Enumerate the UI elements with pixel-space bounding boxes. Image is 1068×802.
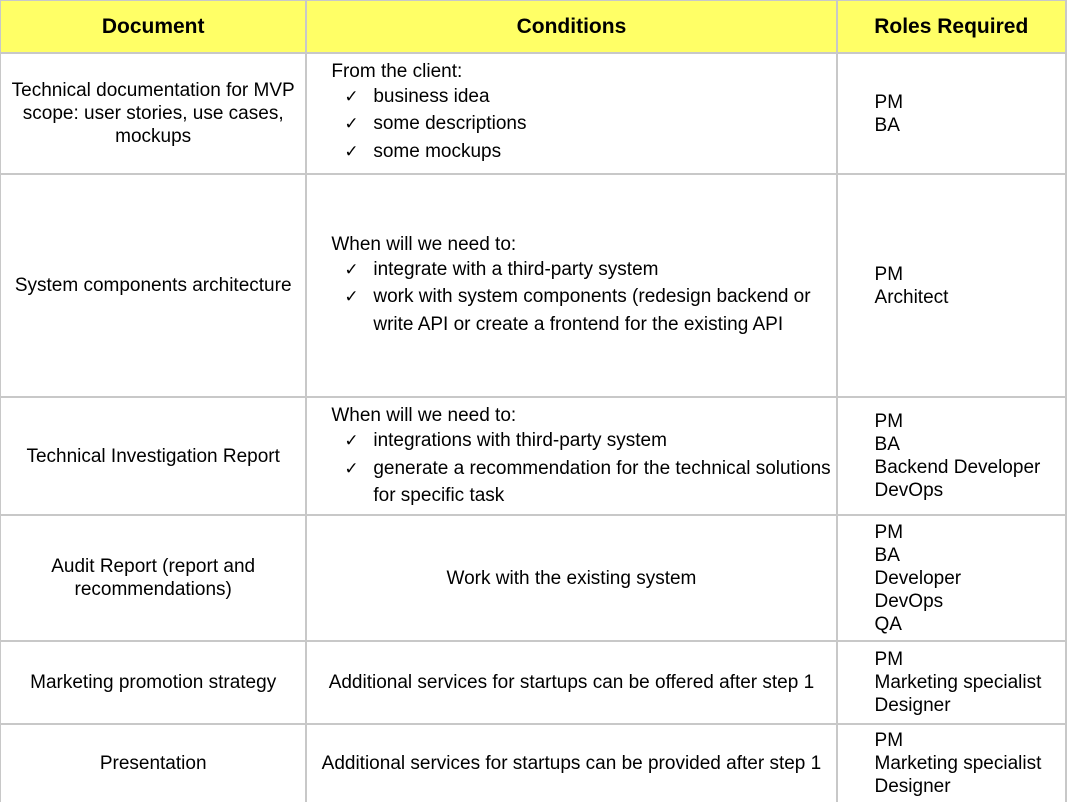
- table-row: [0, 174, 1066, 397]
- check-icon: ✓: [344, 114, 359, 134]
- document-cell: [0, 174, 306, 397]
- document-title: Marketing promotion strategy: [30, 672, 277, 693]
- role: QA: [874, 613, 902, 635]
- header-document: Document: [0, 0, 306, 53]
- role: PM: [874, 730, 904, 751]
- role: PM: [874, 91, 904, 113]
- role: Architect: [874, 286, 949, 308]
- role: PM: [874, 521, 904, 543]
- list-item: ✓ some mockups: [331, 138, 835, 166]
- header-conditions: Conditions: [306, 0, 836, 53]
- role: Backend Developer: [874, 457, 1041, 478]
- check-icon: ✓: [344, 458, 359, 478]
- conditions-intro: From the client:: [331, 60, 463, 82]
- document-cell: [0, 53, 306, 174]
- roles-cell: [837, 53, 1066, 174]
- document-title: Technical documentation for MVP scope: user stories, use cases, mockups: [11, 80, 295, 147]
- document-cell: [0, 515, 306, 641]
- list-item: ✓ some descriptions: [331, 110, 835, 138]
- role: Marketing specialist: [874, 672, 1042, 693]
- role: BA: [874, 114, 900, 136]
- list-item: ✓ generate a recommendation for the technical solutions for specific task: [331, 455, 835, 510]
- header-roles: Roles Required: [837, 0, 1066, 53]
- list-item: ✓ work with system components (redesign backend or write API or create a frontend for the existing API: [331, 283, 835, 338]
- role: PM: [874, 649, 904, 670]
- table-row: [0, 53, 1066, 174]
- conditions-intro: When will we need to:: [331, 233, 517, 255]
- role: DevOps: [874, 590, 944, 612]
- conditions-list: [331, 256, 835, 339]
- conditions-list: [331, 427, 835, 510]
- table-row: [0, 641, 1066, 724]
- role: Marketing specialist: [874, 753, 1042, 774]
- document-title: System components architecture: [14, 275, 292, 296]
- document-title: Presentation: [99, 753, 207, 774]
- table-row: [0, 397, 1066, 515]
- document-cell: [0, 641, 306, 724]
- role: Developer: [874, 567, 962, 589]
- role: Designer: [874, 776, 951, 797]
- check-icon: ✓: [344, 287, 359, 307]
- conditions-cell: [306, 515, 836, 641]
- conditions-cell: [306, 53, 836, 174]
- check-icon: ✓: [344, 86, 359, 106]
- conditions-list: [331, 83, 835, 166]
- list-item: ✓ integrations with third-party system: [331, 427, 835, 455]
- conditions-cell: [306, 397, 836, 515]
- role: DevOps: [874, 480, 944, 501]
- check-icon: ✓: [344, 259, 359, 279]
- conditions-cell: [306, 174, 836, 397]
- roles-cell: [837, 397, 1066, 515]
- role: PM: [874, 263, 904, 285]
- roles-cell: [837, 174, 1066, 397]
- list-item: ✓ integrate with a third-party system: [331, 256, 835, 284]
- conditions-intro: When will we need to:: [331, 405, 517, 426]
- check-icon: ✓: [344, 141, 359, 161]
- role: Designer: [874, 695, 951, 716]
- header-row: [0, 0, 1066, 53]
- conditions-text: Additional services for startups can be provided after step 1: [321, 753, 822, 774]
- conditions-cell: [306, 641, 836, 724]
- document-cell: [0, 724, 306, 802]
- document-title: Technical Investigation Report: [26, 445, 280, 467]
- list-item: ✓ business idea: [331, 83, 835, 111]
- document-title: Audit Report (report and recommendations): [51, 556, 256, 600]
- role: BA: [874, 434, 900, 455]
- conditions-cell: [306, 724, 836, 802]
- roles-cell: [837, 641, 1066, 724]
- role: PM: [874, 411, 904, 432]
- roles-cell: [837, 724, 1066, 802]
- role: BA: [874, 544, 900, 566]
- table-row: [0, 515, 1066, 641]
- document-cell: [0, 397, 306, 515]
- conditions-text: Additional services for startups can be offered after step 1: [328, 672, 815, 693]
- roles-cell: [837, 515, 1066, 641]
- check-icon: ✓: [344, 431, 359, 450]
- conditions-text: Work with the existing system: [446, 567, 697, 589]
- table-row: [0, 724, 1066, 802]
